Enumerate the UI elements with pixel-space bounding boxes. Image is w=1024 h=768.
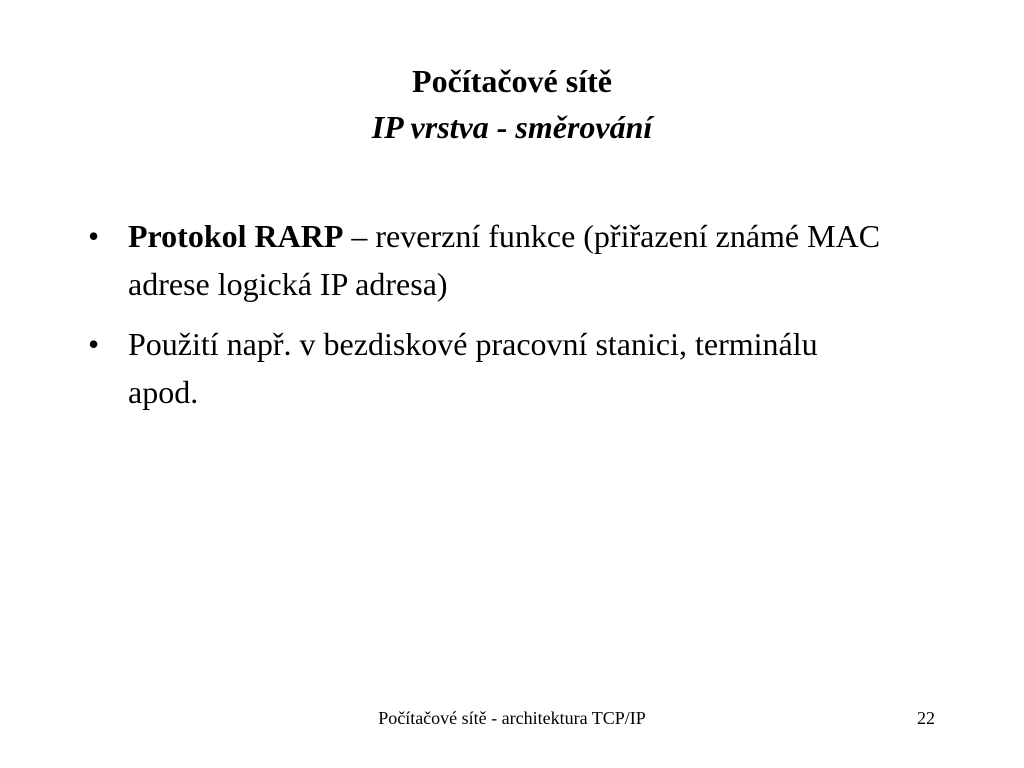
bullet-item-rarp (88, 212, 888, 308)
bullet-item-usage (88, 320, 888, 416)
slide-subtitle: IP vrstva - směrování (371, 109, 653, 145)
footer-text: Počítačové sítě - architektura TCP/IP (378, 708, 646, 728)
page-number: 22 (917, 708, 935, 728)
title-block (0, 58, 1024, 150)
bullet-term: Protokol RARP (128, 218, 344, 254)
bullet-marker: • (88, 218, 100, 254)
bullet-marker: • (88, 326, 100, 362)
bullet-list (88, 212, 888, 428)
bullet-text: – reverzní funkce (přiřazení známé MAC adrese logická IP adresa) (128, 218, 881, 302)
bullet-text: Použití např. v bezdiskové pracovní stanici, terminálu apod. (128, 326, 818, 410)
slide-title: Počítačové sítě (412, 63, 612, 99)
